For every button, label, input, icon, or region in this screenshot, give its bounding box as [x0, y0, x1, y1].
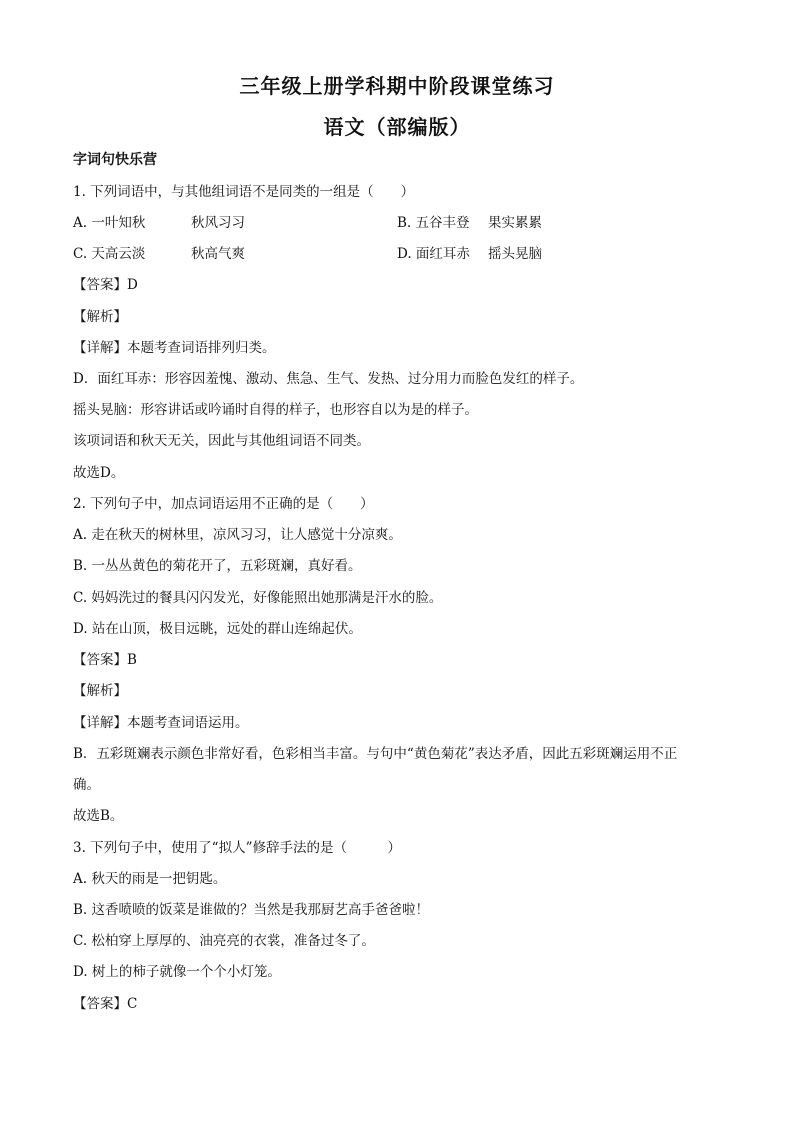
- section-title: 字词句快乐营: [73, 152, 157, 168]
- q1-option-b-label: B. 五谷丰登: [397, 215, 470, 231]
- q2-option: D. 站在山顶，极目远眺，远处的群山连绵起伏。: [73, 621, 362, 637]
- q1-answer: 【答案】D: [73, 277, 138, 293]
- question-2-stem: 2. 下列句子中，加点词语运用不正确的是（ ）: [73, 496, 374, 512]
- document-title: 三年级上册学科期中阶段课堂练习: [239, 74, 555, 98]
- q2-explain-line: B．五彩斑斓表示颜色非常好看，色彩相当丰富。与句中“黄色菊花”表达矛盾，因此五彩斑斓运用不正: [73, 746, 678, 762]
- q1-option-d-text: 摇头晃脑: [488, 246, 542, 262]
- q2-explain-line: 故选B。: [73, 808, 124, 824]
- q1-option-d-label: D. 面红耳赤: [397, 246, 470, 262]
- q3-option: B. 这香喷喷的饭菜是谁做的？当然是我那厨艺高手爸爸啦！: [73, 902, 430, 918]
- q3-option: D. 树上的柿子就像一个个小灯笼。: [73, 964, 281, 980]
- q1-detail: 【详解】本题考查词语排列归类。: [73, 340, 276, 356]
- question-3-stem: 3. 下列句子中，使用了“拟人”修辞手法的是（ ）: [73, 840, 401, 856]
- q2-option: A. 走在秋天的树林里，凉风习习，让人感觉十分凉爽。: [73, 527, 402, 543]
- q1-option-c-label: C. 天高云淡: [73, 246, 146, 262]
- q2-answer: 【答案】B: [73, 652, 137, 668]
- q1-option-c-text: 秋高气爽: [191, 246, 245, 262]
- q3-answer: 【答案】C: [73, 996, 138, 1012]
- q2-explain-line: 确。: [73, 777, 100, 793]
- q1-explain-line: 该项词语和秋天无关，因此与其他组词语不同类。: [73, 433, 370, 449]
- q1-option-b-text: 果实累累: [488, 215, 542, 231]
- q2-detail: 【详解】本题考查词语运用。: [73, 715, 249, 731]
- q2-option: C. 妈妈洗过的餐具闪闪发光，好像能照出她那满是汗水的脸。: [73, 590, 443, 606]
- q1-explain-line: 故选D。: [73, 465, 125, 481]
- document-subtitle: 语文（部编版）: [323, 115, 471, 139]
- q1-explain-line: D．面红耳赤：形容因羞愧、激动、焦急、生气、发热、过分用力而脸色发红的样子。: [73, 371, 584, 387]
- question-1-stem: 1. 下列词语中，与其他组词语不是同类的一组是（ ）: [73, 184, 415, 200]
- q3-option: C. 松柏穿上厚厚的、油亮亮的衣裳，准备过冬了。: [73, 933, 375, 949]
- q1-option-a-text: 秋风习习: [191, 215, 245, 231]
- q2-option: B. 一丛丛黄色的菊花开了，五彩斑斓，真好看。: [73, 558, 362, 574]
- q3-option: A. 秋天的雨是一把钥匙。: [73, 871, 227, 887]
- q1-option-a-label: A. 一叶知秋: [73, 215, 146, 231]
- q2-analysis-label: 【解析】: [73, 683, 127, 699]
- q1-explain-line: 摇头晃脑：形容讲话或吟诵时自得的样子，也形容自以为是的样子。: [73, 402, 478, 418]
- q1-analysis-label: 【解析】: [73, 309, 127, 325]
